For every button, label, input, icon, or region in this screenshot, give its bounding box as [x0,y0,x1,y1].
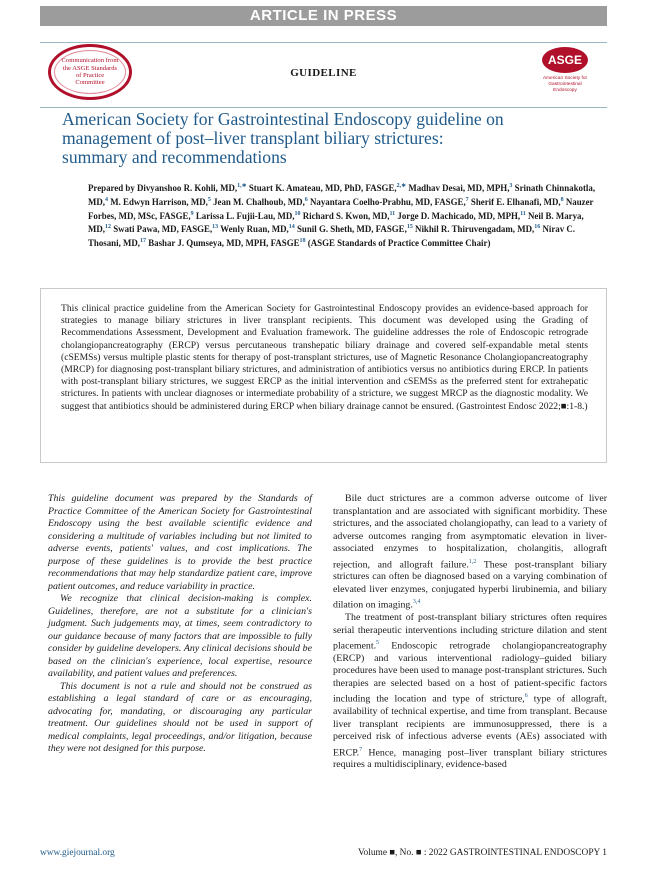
introduction-paragraph [333,493,607,612]
author-name: Srinath Chinnakotla, MD, [88,182,596,207]
author-name: Sunil G. Sheth, MD, FASGE, [297,224,407,235]
article-title [62,110,582,167]
disclaimer-paragraph: We recognize that clinical decision-making is complex. Guidelines, therefore, are not a substitute for a clinician's judgment. Such judgements may, at times, seem contradictory to our guidance because of many factors that are impossible to fully consider by guideline developers. Any clinical decisions should be based on the clinician's experience, local expertise, resource availability, and patient values and preferences. [48,593,312,679]
citation-ref[interactable]: 5 [376,640,380,647]
author-affiliation-ref[interactable]: 10 [294,210,301,217]
author-affiliation-ref[interactable]: 17 [140,238,147,245]
citation-ref[interactable]: 7 [359,746,363,753]
paragraph-text: These post-transplant biliary strictures can often be diagnosed based on a varying combination of elevated liver enzymes, conjugated hyperbi lirubinemia, and biliary dilation on imaging. [333,558,607,611]
journal-header [40,42,607,108]
author-affiliation-ref[interactable]: 8 [560,196,564,203]
author-affiliation-ref[interactable]: 4 [105,196,109,203]
author-affiliation-ref[interactable]: 9 [190,210,194,217]
abstract-box [40,288,607,463]
author-affiliation-ref[interactable]: 6 [304,196,308,203]
author-name: Neil B. Marya, MD, [88,210,584,235]
journal-citation: Volume ■, No. ■ : 2022 GASTROINTESTINAL ENDOSCOPY 1 [358,848,607,858]
author-affiliation-ref[interactable]: 15 [406,224,413,231]
author-name: Jean M. Chalhoub, MD, [213,196,305,207]
paragraph-text: The treatment of post-transplant biliary strictures often requires serial therapeutic interventions including stricture dilation and stent placement. [333,612,607,652]
title-line: American Society for Gastrointestinal Endoscopy guideline on [62,109,504,129]
author-affiliation-ref[interactable]: 3 [509,183,513,189]
citation-ref[interactable]: 6 [524,693,528,700]
introduction-paragraph [333,612,607,772]
asge-logo-tagline: American Society for Gastrointestinal Endoscopy [542,76,588,93]
author-name: Nauzer Forbes, MD, MSc, FASGE, [88,196,594,221]
introduction-column [333,493,607,772]
disclaimer-column [48,493,312,756]
author-affiliation-ref[interactable]: 1,∗ [237,183,247,189]
author-name: Jorge D. Machicado, MD, MPH, [397,210,521,221]
author-name: Madhav Desai, MD, MPH, [408,182,510,193]
paragraph-text: Bile duct strictures are a common adverse outcome of liver transplantation and are associated with significant morbidity. These strictures, and the associated cholangiopathy, can lead to a variety of adverse outcomes ranging from asymptomatic elevation in liver-associated enzymes to hospitalization, cholangitis, allograft rejection, and allograft failure. [333,493,607,570]
seal-text: Communication from the ASGE Standards of Practice Committee [54,50,126,94]
author-affiliation-ref[interactable]: 5 [207,196,211,203]
paragraph-text: Endoscopic retrograde cholangiopancreatography (ERCP) and various interventional radiology–guided biliary procedures have been used to manage post-transplant strictures. Such therapies are selected based on a host of patient-specific factors including the location and type of stricture, [333,640,607,705]
author-name: Sherif E. Elhanafi, MD, [470,196,561,207]
asge-logo-mark: ASGE [542,47,588,73]
author-affiliation-ref[interactable]: 7 [465,196,469,203]
author-name: Nikhil R. Thiruvengadam, MD, [415,224,535,235]
article-in-press-banner: ARTICLE IN PRESS [40,6,607,26]
section-label: GUIDELINE [290,67,357,79]
author-affiliation-ref[interactable]: 2,∗ [396,183,407,189]
author-affiliation-ref[interactable]: 16 [534,224,541,231]
author-name: Nayantara Coelho-Prabhu, MD, FASGE, [310,196,466,207]
disclaimer-paragraph: This document is not a rule and should not be construed as establishing a legal standard of care or as encouraging, advocating for, mandating, or discouraging any particular treatment. Our guidelines should not be used in support of medical complaints, legal proceedings, and/or litigation, because they were not designed for this purpose. [48,680,312,754]
author-affiliation-ref[interactable]: 14 [288,224,295,231]
author-name: Stuart K. Amateau, MD, PhD, FASGE, [248,182,397,193]
disclaimer-paragraph: This guideline document was prepared by the Standards of Practice Committee of the American Society for Gastrointestinal Endoscopy using the best available scientific evidence and considering a multitude of variables including but not limited to adverse events, patients' values, and cost implications. The purpose of these guidelines is to provide the best practice recommendations that may help standardize patient care, improve patient outcomes, and reduce variability in practice. [48,493,312,592]
asge-logo [537,47,593,99]
abstract-text: This clinical practice guideline from the American Society for Gastrointestinal Endoscopy provides an evidence-based approach for strategies to manage biliary strictures in liver transplant recipients. This document was developed using the Grading of Recommendations Assessment, Development and Evaluation framework. The guideline addresses the role of Endoscopic retrograde cholangiopancreatography (ERCP) versus percutaneous transhepatic biliary drainage and covered self-expandable metal stents (cSEMSs) versus multiple plastic stents for therapy of post-transplant strictures, use of Magnetic Resonance Cholangiopancreatography (MRCP) for diagnosing post-transplant biliary strictures, and administration of antibiotics versus no antibiotics during ERCP. In patients with post-transplant biliary strictures, we suggest ERCP as the initial intervention and cSEMSs as the preferred stent for extrahepatic strictures. In patients with unclear diagnoses or intermediate probability of a stricture, we suggest MRCP as the diagnostic modality. We suggest that antibiotics should be administered during ERCP when biliary drainage cannot be ensured. (Gastrointest Endosc 2022;■:1-8.) [61,303,588,412]
author-name: Richard S. Kwon, MD, [302,210,390,221]
paragraph-text: Hence, managing post–liver transplant biliary strictures requires a multidisciplinary, evidence-based [333,746,607,771]
author-name: M. Edwyn Harrison, MD, [110,196,208,207]
page-footer [40,846,607,860]
author-list [88,181,598,250]
author-affiliation-ref[interactable]: 13 [212,224,219,231]
title-line: management of post–liver transplant biliary strictures: [62,128,444,148]
author-name: (ASGE Standards of Practice Committee Chair) [307,238,491,249]
author-name: Larissa L. Fujii-Lau, MD, [195,210,295,221]
author-name: Bashar J. Qumseya, MD, MPH, FASGE [148,238,300,249]
author-name: Prepared by Divyanshoo R. Kohli, MD, [88,182,238,193]
citation-ref[interactable]: 1,2 [468,558,477,565]
journal-url[interactable]: www.giejournal.org [40,848,115,858]
author-name: Nirav C. Thosani, MD, [88,224,575,249]
author-affiliation-ref[interactable]: 18 [299,238,306,245]
author-affiliation-ref[interactable]: 11 [389,210,396,217]
paragraph-text: type of allograft, availability of technical expertise, and time from transplant. Because liver transplant recipients are immunosuppressed, there is a perceived risk of infectious adverse events (AEs) associated with ERCP. [333,693,607,758]
author-name: Wenly Ruan, MD, [220,224,289,235]
citation-ref[interactable]: 3,4 [412,599,421,606]
author-name: Swati Pawa, MD, FASGE, [113,224,213,235]
author-affiliation-ref[interactable]: 12 [105,224,112,231]
author-affiliation-ref[interactable]: 11 [520,210,526,217]
title-line: summary and recommendations [62,147,287,167]
